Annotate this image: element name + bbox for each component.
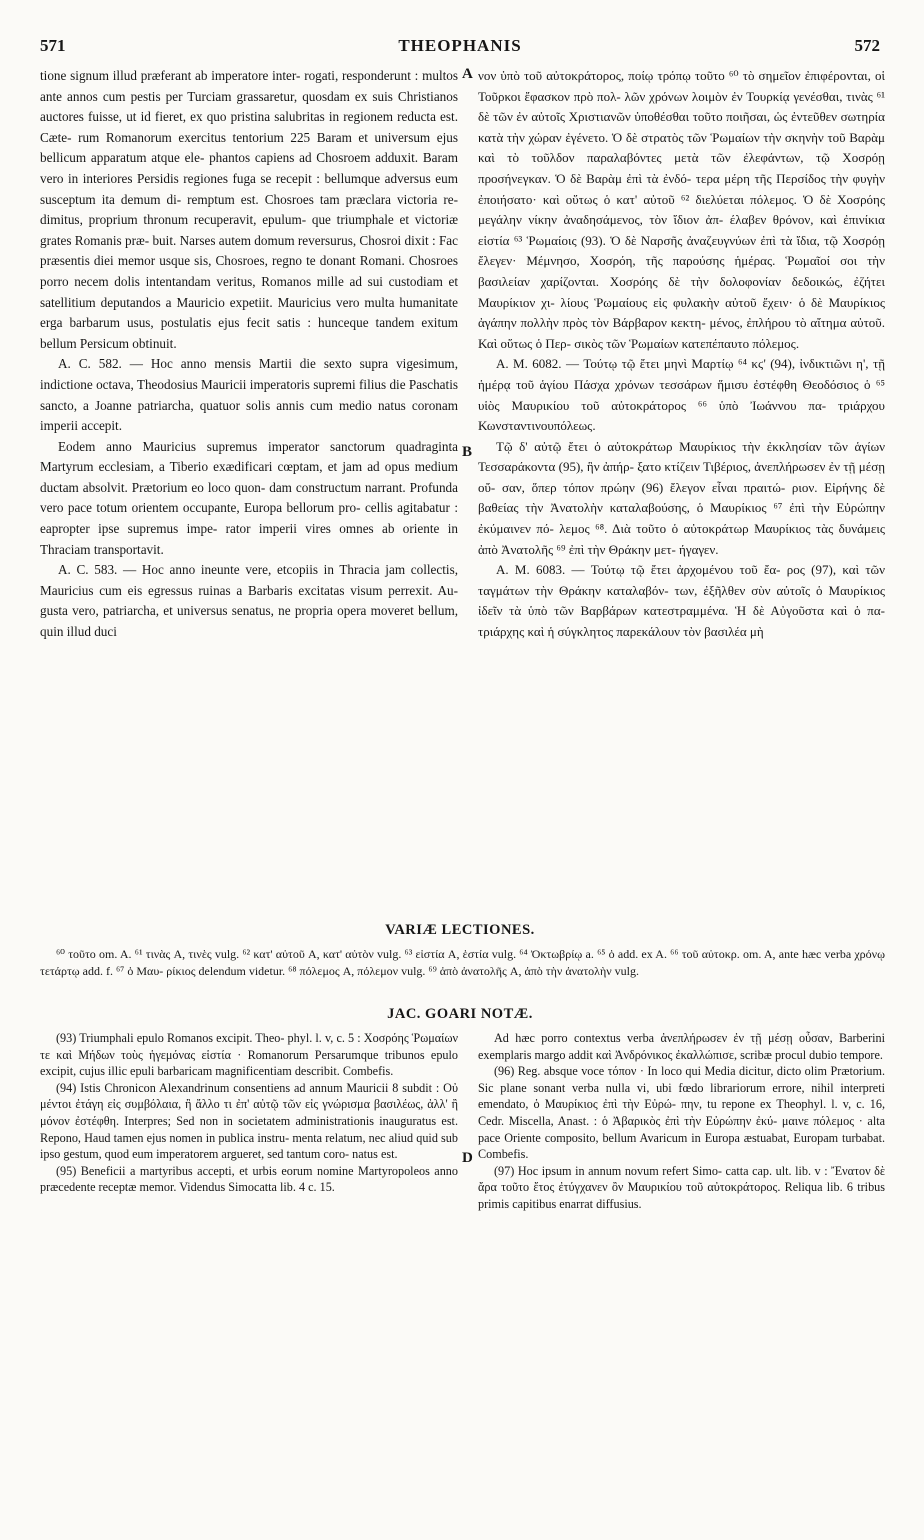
notes-right-column: [478, 1030, 885, 1500]
margin-letter-d: D: [462, 1150, 473, 1166]
latin-paragraph: A. C. 583. — Hoc anno ineunte vere, etcopiis in Thracia jam collectis, Mauricius cum eis egressus ruinas a Barbaris excitatas visum perrexit. Au- gusta vero, patriarcha, et universus senatus, ne propria opera moveret bellum, quin illud duci: [40, 562, 458, 640]
page-number-left: 571: [40, 36, 66, 55]
latin-paragraph: Eodem anno Mauricius supremus imperator sanctorum quadraginta Martyrum ecclesiam, a Tiberio exædificari cœptam, et jam ad opus medium ductam absolvit. Prætorium eo loco quon- dam constructum narrant. Profunda vero pace totum orientem occupante, Europa bellorum pro- cellis agitabatur : eapropter ipse supremus impe- rator imperii vires omnes ab oriente in Thraciam transportavit.: [40, 438, 458, 557]
note: (93) Triumphali epulo Romanos excipit. Theo- phyl. l. v, c. 5 : Χοσρόης Ῥωμαίων τε καὶ Μήδων τοὺς ἡγεμόνας εἱστία · Romanorum Persarumque tribunos epulo excipit, cujus illic epuli barbaricam magnificentiam describit. Combefis.: [40, 1031, 458, 1079]
greek-paragraph: Τῷ δ' αὐτῷ ἔτει ὁ αὐτοκράτωρ Μαυρίκιος τὴν ἐκκλησίαν τῶν ἁγίων Τεσσαράκοντα (95), ἣν ἀπήρ- ξατο κτίζειν Τιβέριος, ἀνεπλήρωσεν ἐν τῇ μέσῃ οὔ- σαν, ὅπερ τόπον πρώην (96) ἔλεγον εἶναι πραιτώ- ριον. Εἰρήνης δὲ βαθείας τὴν Ἀνατολὴν καταλαβούσης, ὁ Μαυρίκιος ⁶⁷ ἐπὶ τὴν Εὐρώπην ἐκύμαινεν πό- λεμος ⁶⁸. Διὰ τοῦτο ὁ αὐτοκράτωρ Μαυρίκιος τὰς δυνάμεις ἀπὸ Ἀνατολῆς ⁶⁹ ἐπὶ τὴν Θράκην μετ- ήγαγεν.: [478, 438, 885, 557]
note: (95) Beneficii a martyribus accepti, et urbis eorum nomine Martyropoleos anno præcedente receptæ memor. Videndus Simocatta lib. 4 c. 15.: [40, 1163, 458, 1195]
note: (96) Reg. absque voce τόπον · In loco qui Media dicitur, dicto olim Prætorium. Sic plane sonant verba nulla vi, ubi fœdo librariorum errore, nihil interpreti emendato, ὁ Μαυρίκιος ἐπὶ τὴν Εὐρώ- πην, tu repone ex Theophyl. l. v, c. 16, Cedr. Miscella, Anast. : ὁ Ἀβαρικὸς ἐπὶ τὴν Εὐρώπην ἐκύ- μαινε πόλεμος · alta pace Oriente composito, bellum Avaricum in Europa æstuabat, Europam turbabat. Combefis.: [478, 1064, 885, 1162]
note: (94) Istis Chronicon Alexandrinum consentiens ad annum Mauricii 8 subdit : Οὐ μέντοι ἐτάγη εἰς συμβόλαια, ἢ ἄλλο τι ἐπ' αὐτῷ τῶν εἰς γνώρισμα βασιλέως, ἀλλ' ἢ μόνον ἐστέφθη. Interpres; Sed non in societatem administrationis inauguratus est. Repono, Haud tamen ejus nomen in publica instru- menta relatum, nec aliud quid sub ipso gestum, quod eum imperatorem argueret, sed tantum coro- natus est.: [40, 1080, 458, 1162]
greek-column: [478, 66, 885, 916]
running-title: THEOPHANIS: [398, 36, 522, 55]
note: Ad hæc porro contextus verba ἀνεπλήρωσεν ἐν τῇ μέσῃ οὖσαν, Barberini exemplaris margo addit καὶ Ἀνδρόνικος ἐκαλλώπισε, scribæ procul dubio tempore.: [478, 1031, 885, 1062]
page-number-right: 572: [854, 36, 880, 55]
variae-text: ⁶⁰ τοῦτο om. A. ⁶¹ τινὰς A, τινὲς vulg. ⁶² κατ' αὐτοῦ A, κατ' αὐτὸν vulg. ⁶³ εἱστία A, ἑστία vulg. ⁶⁴ Ὀκτωβρίῳ a. ⁶⁵ ὁ add. ex A. ⁶⁶ τοῦ αὐτοκρ. om. A, ante hæc verba χρόνῳ τετάρτῳ add. f. ⁶⁷ ὁ Μαυ- ρίκιος delendum videtur. ⁶⁸ πόλεμος A, πόλεμον vulg. ⁶⁹ ἀπὸ ἀνατολῆς A, ἀπὸ τὴν ἀνατολὴν vulg.: [40, 947, 885, 978]
margin-letter-a: A: [462, 66, 473, 82]
notes-left-column: [40, 1030, 458, 1500]
notes-heading: JAC. GOARI NOTÆ.: [387, 1006, 533, 1022]
greek-paragraph: A. M. 6083. — Τούτῳ τῷ ἔτει ἀρχομένου τοῦ ἔα- ρος (97), καὶ τῶν ταγμάτων τὴν Θράκην καταλαβόν- των, ἐξῆλθεν σὺν αὐτοῖς ὁ Μαυρίκιος ἰδεῖν τὰ ὑπὸ τῶν Βαρβάρων κατεστραμμένα. Ἡ δὲ Αὐγοῦστα καὶ ὁ πα- τριάρχης καὶ ἡ σύγκλητος παρεκάλουν τὸν βασιλέα μὴ: [478, 562, 885, 640]
latin-paragraph: tione signum illud præferant ab imperatore inter- rogati, responderunt : multos ante annos cum pestis per Turciam grassaretur, quosdam ex suis Christianos auctores fuisse, ut id fieret, ex quo pristina salubritas in regionem reducta est. Cæte- rum Romanorum exercitus tentorium 225 Baram et universum ejus bellicum apparatum atque ele- phantos capiens ad Chosroem adduxit. Baram vero in interiores Persidis regiones fuga se recepit : bellumque adversus eum susceptum ita demum di- remptum est. Chosroes tam præclara victoria re- dimitus, proprium thronum recuperavit, epulum- que triumphale et victoriæ grates Romanis præ- buit. Narses autem domum reversurus, Chosroi dixit : Fac præsentis diei memor usque sis, Chosroes, regno te donant Romani. Chosroes porro necem dolis intentandam veritus, Romanos mille ad sui custodiam et satellitium deputandos a Mauricio expetiit. Mauricius vero multa humanitate erga barbarum usus, postulatis ejus fecit satis : hunceque tandem exitum bellum Persicum obtinuit.: [40, 68, 458, 351]
greek-paragraph: νον ὑπὸ τοῦ αὐτοκράτορος, ποίῳ τρόπῳ τοῦτο ⁶⁰ τὸ σημεῖον ἐπιφέρονται, οἱ Τοῦρκοι ἔφασκον πρὸ πολ- λῶν χρόνων λοιμὸν ἐν Τουρκίᾳ γενέσθαι, τινὰς ⁶¹ δὲ τῶν ἐν αὐτοῖς Χριστιανῶν ὑποθέσθαι τοῦτο ποιῆσαι, ὡς ἐντεῦθεν σωτηρία κατὰ τὴν χώραν ἐγένετο. Ὁ δὲ στρατὸς τῶν Ῥωμαίων τὴν σκηνὴν τοῦ Βαρὰμ καὶ τὸ τοῦλδον παραλαβόντες μετὰ τῶν ἐλεφάντων, τῷ Χοσρόῃ προσήνεγκαν. Ὁ δὲ Βαρὰμ ἐπὶ τὰ ἐνδό- τερα μέρη τῆς Περσίδος τὴν φυγὴν ἐποιήσατο· καὶ οὕτως ὁ κατ' αὐτοῦ ⁶² διελύεται πόλεμος. Ὁ δὲ Χοσρόης μεγάλην νίκην ἀναδησάμενος, τὸν ἴδιον ἀπ- έλαβεν θρόνον, καὶ ἐπινίκια εἱστία ⁶³ Ῥωμαίοις (93). Ὁ δὲ Ναρσῆς ἀναζευγνύων ἐπὶ τὰ ἴδια, τῷ Χοσρόῃ ἔλεγεν· Μέμνησο, Χοσρόη, τῆς παρούσης ἡμέρας. Ῥωμαῖοί σοι τὴν βασιλείαν χαρίζονται. Χοσρόης δὲ τὴν δολοφονίαν δεδοικώς, ἐζήτει Μαυρίκιον χι- λίους Ῥωμαίους εἰς φυλακὴν αὐτοῦ ἔχειν· ὁ δὲ Μαυρίκιος ἀγάπην πολλὴν πρὸς τὸν Βάρβαρον κεκτη- μένος, ἐπλήρου τὸ αἴτημα αὐτοῦ. Καὶ οὕτως ὁ Περ- σικὸς τῶν Ῥωμαίων κατεπέπαυτο πόλεμος.: [478, 68, 885, 351]
variae-lectiones: [40, 946, 885, 980]
latin-paragraph: A. C. 582. — Hoc anno mensis Martii die sexto supra vigesimum, indictione octava, Theodosius Mauricii imperatoris supremi filius die Paschatis sancto, a Joanne patriarcha, quatuor solis annis cum medio natus coronam imperii accepit.: [40, 356, 458, 434]
running-header: [40, 36, 880, 58]
margin-letter-b: B: [462, 444, 473, 460]
greek-paragraph: A. M. 6082. — Τούτῳ τῷ ἔτει μηνὶ Μαρτίῳ ⁶⁴ κϛ' (94), ἰνδικτιῶνι η', τῇ ἡμέρᾳ τοῦ ἁγίου Πάσχα χρόνων τεσσάρων ἥμισυ ἐστέφθη Θεοδόσιος ὁ ⁶⁵ υἱὸς Μαυρικίου τοῦ αὐτοκράτορος ⁶⁶ ὑπὸ Ἰωάννου πα- τριάρχου Κωνσταντινουπόλεως.: [478, 356, 885, 434]
latin-column: [40, 66, 458, 916]
note: (97) Hoc ipsum in annum novum refert Simo- catta cap. ult. lib. v : Ἔνατον δὲ ἄρα τοῦτο ἔτος ἐτύγχανεν ὂν Μαυρικίου τοῦ αὐτοκράτορος. Reliqua lib. 6 tribus primis capitibus enarrat diffusius.: [478, 1163, 885, 1211]
variae-heading: VARIÆ LECTIONES.: [385, 922, 535, 938]
